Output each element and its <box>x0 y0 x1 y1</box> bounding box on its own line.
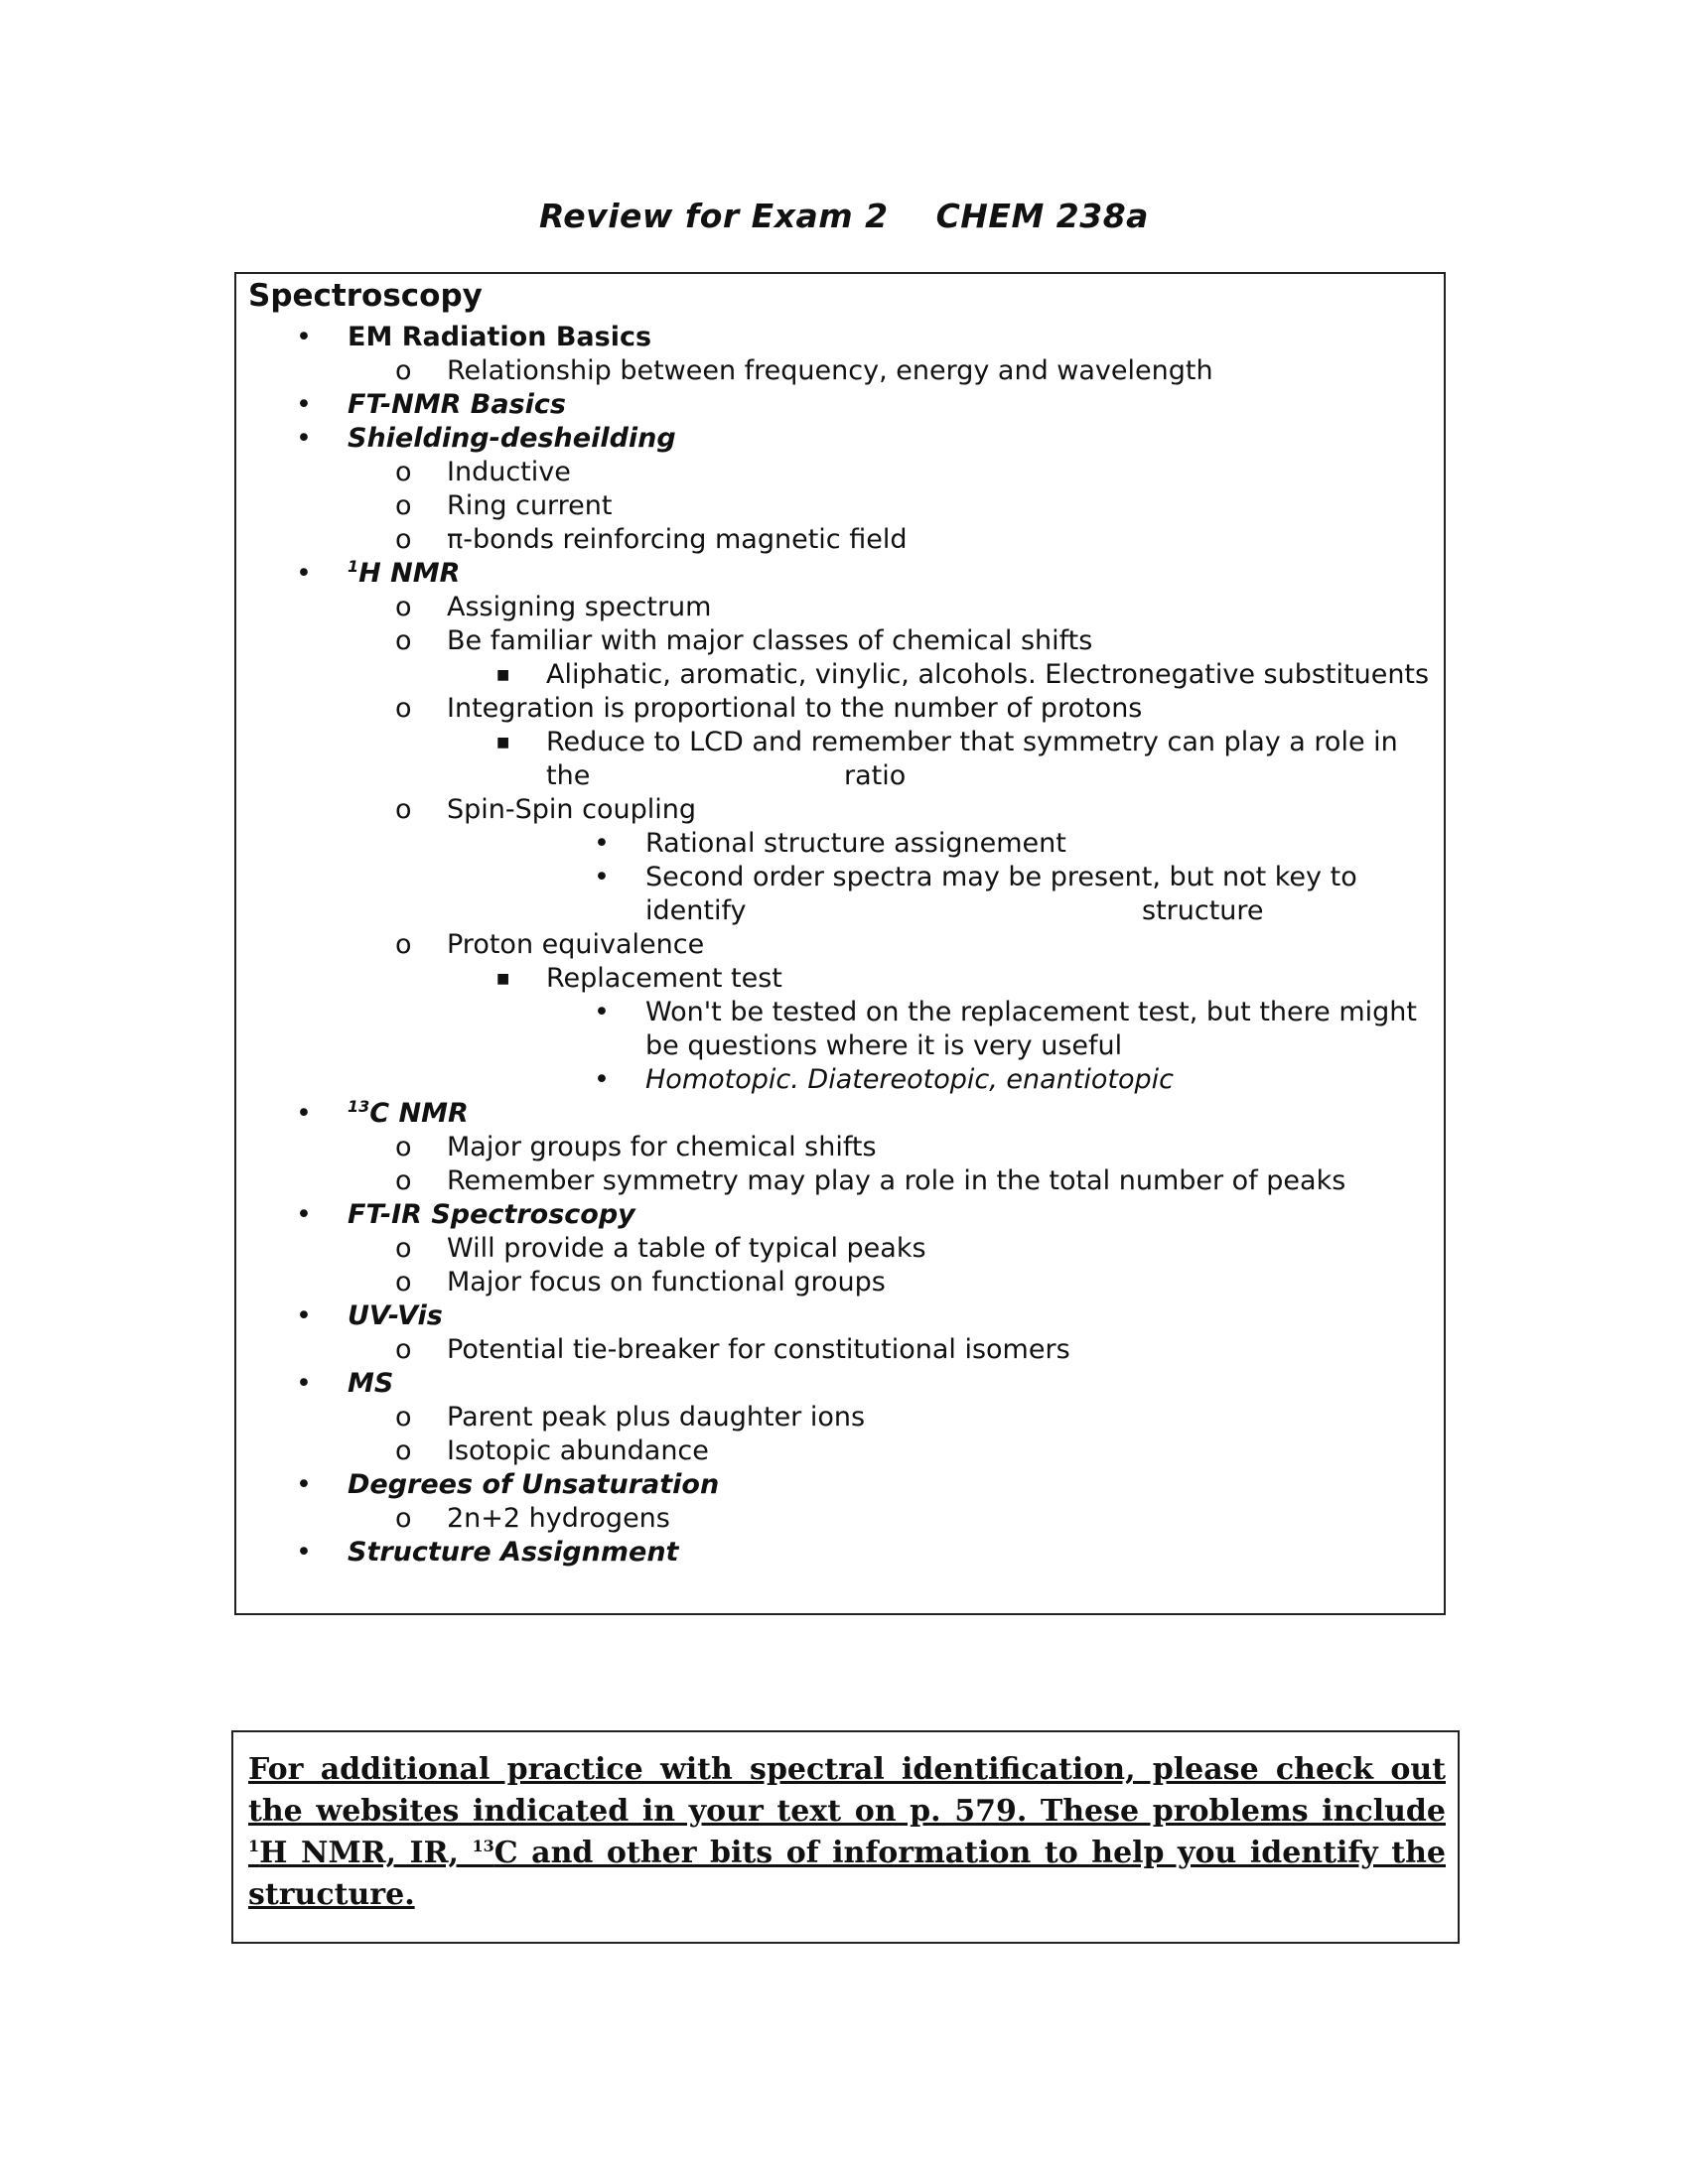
circle-bullet-icon: o <box>395 693 412 724</box>
circle-bullet-icon: o <box>395 490 412 521</box>
outline-item: FT-IR Spectroscopy <box>348 1199 635 1230</box>
outline-item: Inductive <box>447 457 571 487</box>
outline-item: Aliphatic, aromatic, vinylic, alcohols. Electronegative substituents <box>546 659 1430 690</box>
bullet-icon: • <box>594 862 610 892</box>
bullet-icon: • <box>594 828 610 859</box>
note-text-1: For additional practice with spectral identification, please check out the websites indicated in your text on p. 579. These problems include <box>248 1752 1446 1829</box>
outline-item: identify <box>645 895 747 926</box>
note-text-3: C and other bits of information to help you identify the structure. <box>248 1836 1446 1912</box>
bullet-icon: • <box>296 1537 312 1568</box>
outline-item: Isotopic abundance <box>447 1435 709 1466</box>
bullet-icon: • <box>296 423 312 454</box>
outline-item: Major focus on functional groups <box>447 1267 886 1297</box>
square-bullet-icon: ■ <box>496 667 510 683</box>
circle-bullet-icon: o <box>395 524 412 555</box>
bullet-icon: • <box>296 322 312 352</box>
outline-item: Parent peak plus daughter ions <box>447 1402 866 1433</box>
outline-item: π-bonds reinforcing magnetic field <box>447 524 908 555</box>
outline-item: EM Radiation Basics <box>348 322 652 352</box>
outline-item: Reduce to LCD and remember that symmetry can play a role in <box>546 727 1398 757</box>
circle-bullet-icon: o <box>395 794 412 825</box>
outline-item: Potential tie-breaker for constitutional isomers <box>447 1334 1070 1365</box>
bullet-icon: • <box>296 389 312 420</box>
circle-bullet-icon: o <box>395 929 412 960</box>
circle-bullet-icon: o <box>395 1402 412 1433</box>
circle-bullet-icon: o <box>395 1267 412 1297</box>
square-bullet-icon: ■ <box>496 971 510 987</box>
title-exam: Review for Exam 2 <box>539 197 889 235</box>
outline-item: Shielding-desheilding <box>348 423 676 454</box>
outline-item: be questions where it is very useful <box>645 1030 1123 1061</box>
bullet-icon: • <box>594 1064 610 1095</box>
outline-item-h-nmr <box>348 557 460 591</box>
bullet-icon: • <box>296 1098 312 1129</box>
bullet-icon: • <box>296 558 312 589</box>
circle-bullet-icon: o <box>395 1132 412 1162</box>
outline-item-text: H NMR <box>358 558 461 589</box>
bullet-icon: • <box>296 1199 312 1230</box>
outline-item: Structure Assignment <box>348 1537 679 1568</box>
outline-item: Assigning spectrum <box>447 592 712 622</box>
circle-bullet-icon: o <box>395 355 412 386</box>
outline-item: Remember symmetry may play a role in the total number of peaks <box>447 1165 1346 1196</box>
outline-item: Degrees of Unsaturation <box>348 1469 720 1500</box>
title-course: CHEM 238a <box>935 197 1149 235</box>
circle-bullet-icon: o <box>395 1233 412 1264</box>
outline-item: MS <box>348 1368 394 1399</box>
outline-item: the <box>546 760 591 791</box>
outline-item: Replacement test <box>546 963 782 994</box>
outline-item: Won't be tested on the replacement test, but there might <box>645 997 1418 1027</box>
note-text-2: H NMR, IR, <box>259 1836 473 1870</box>
outline-item: Homotopic. Diatereotopic, enantiotopic <box>645 1064 1174 1095</box>
outline-item: Rational structure assignement <box>645 828 1066 859</box>
bullet-icon: • <box>296 1368 312 1399</box>
outline-item: Will provide a table of typical peaks <box>447 1233 926 1264</box>
outline-item-c-nmr <box>348 1097 469 1131</box>
outline-item: Integration is proportional to the number of protons <box>447 693 1143 724</box>
practice-note <box>248 1749 1446 1916</box>
bullet-icon: • <box>296 1469 312 1500</box>
outline-item: 2n+2 hydrogens <box>447 1503 670 1534</box>
page-title <box>0 197 1688 235</box>
outline-item: Be familiar with major classes of chemical shifts <box>447 625 1093 656</box>
outline-item: Spin-Spin coupling <box>447 794 696 825</box>
square-bullet-icon: ■ <box>496 735 510 751</box>
circle-bullet-icon: o <box>395 592 412 622</box>
outline-item: Proton equivalence <box>447 929 705 960</box>
outline-item: structure <box>1142 895 1264 926</box>
bullet-icon: • <box>296 1300 312 1331</box>
outline-item: Ring current <box>447 490 613 521</box>
superscript: 13 <box>348 1097 370 1116</box>
circle-bullet-icon: o <box>395 1435 412 1466</box>
outline-item: Relationship between frequency, energy and wavelength <box>447 355 1213 386</box>
circle-bullet-icon: o <box>395 1165 412 1196</box>
outline-item: Major groups for chemical shifts <box>447 1132 877 1162</box>
outline-item: Second order spectra may be present, but not key to <box>645 862 1357 892</box>
note-superscript-1: 1 <box>248 1837 260 1855</box>
outline-item-text: C NMR <box>369 1098 469 1129</box>
circle-bullet-icon: o <box>395 625 412 656</box>
circle-bullet-icon: o <box>395 1334 412 1365</box>
circle-bullet-icon: o <box>395 457 412 487</box>
note-superscript-13: 13 <box>472 1837 494 1855</box>
outline-item: FT-NMR Basics <box>348 389 566 420</box>
outline-item: ratio <box>844 760 907 791</box>
circle-bullet-icon: o <box>395 1503 412 1534</box>
section-title: Spectroscopy <box>248 278 483 314</box>
superscript: 1 <box>348 557 359 576</box>
bullet-icon: • <box>594 997 610 1027</box>
outline-item: UV-Vis <box>348 1300 443 1331</box>
